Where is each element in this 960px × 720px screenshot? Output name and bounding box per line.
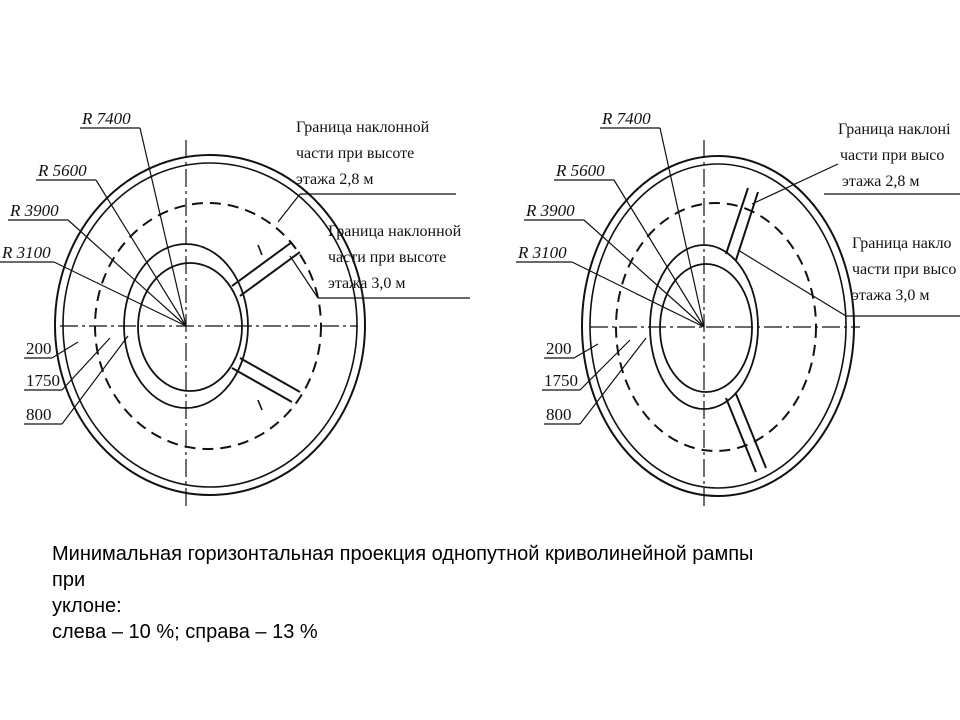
left-label-200: 200 [26, 339, 52, 358]
right-outer-ellipse [582, 156, 854, 496]
left-leader-r3900 [68, 220, 186, 326]
left-boundary-lower-2 [240, 358, 300, 392]
right-leader-200 [574, 344, 598, 358]
right-label-r5600: R 5600 [556, 161, 605, 180]
left-note28-line1: Граница наклонной [296, 119, 430, 136]
right-note28-line2: части при высо [840, 147, 945, 164]
right-boundary-upper-1 [726, 188, 748, 254]
left-label-r3900: R 3900 [10, 201, 59, 220]
left-note30-line3: этажа 3,0 м [328, 275, 406, 292]
caption-line-4: слева – 10 %; справа – 13 % [52, 621, 318, 643]
left-label-r5600: R 5600 [38, 161, 87, 180]
caption [52, 541, 932, 645]
left-outer-ellipse [55, 155, 365, 495]
left-note28-line3: этажа 2,8 м [296, 171, 374, 188]
left-core-ellipse [138, 263, 242, 391]
left-outer-ellipse-inner [63, 163, 357, 487]
left-label-1750: 1750 [26, 371, 60, 390]
right-leader-1750 [580, 340, 630, 390]
left-note30-line1: Граница наклонной [328, 223, 462, 240]
left-label-800: 800 [26, 405, 52, 424]
left-label-r3100: R 3100 [2, 243, 51, 262]
right-label-r3900: R 3900 [526, 201, 575, 220]
right-label-r3100: R 3100 [518, 243, 567, 262]
left-dash-mark-1 [258, 245, 262, 255]
right-leader-r3900 [584, 220, 704, 327]
right-boundary-lower-2 [736, 394, 766, 468]
right-label-1750: 1750 [544, 371, 578, 390]
right-label-200: 200 [546, 339, 572, 358]
right-label-800: 800 [546, 405, 572, 424]
left-leader-1750 [62, 338, 110, 390]
left-label-r7400: R 7400 [82, 109, 131, 128]
right-note28-line1: Граница наклоні [838, 121, 951, 138]
right-note30-line1: Граница накло [852, 235, 952, 252]
left-note30-line2: части при высоте [328, 249, 447, 266]
right-outer-ellipse-inner [590, 164, 846, 488]
right-note30-line2: части при высо [852, 261, 957, 278]
right-note30-line3: этажа 3,0 м [852, 287, 930, 304]
caption-line-2: при [52, 569, 86, 591]
left-boundary-lower-1 [232, 368, 292, 402]
left-dash-mark-2 [258, 400, 262, 410]
left-note28-line2: части при высоте [296, 145, 415, 162]
caption-line-1: Минимальная горизонтальная проекция однопутной криволинейной рампы [52, 543, 754, 565]
left-note28-leader [278, 194, 300, 222]
right-core-ellipse [660, 264, 752, 392]
left-ramp-diagram [0, 128, 470, 510]
right-note28-leader [752, 164, 838, 204]
caption-line-3: уклоне: [52, 595, 122, 617]
right-boundary-lower-1 [726, 398, 756, 472]
right-note30-leader [738, 250, 846, 316]
right-label-r7400: R 7400 [602, 109, 651, 128]
right-note28-line3: этажа 2,8 м [842, 173, 920, 190]
